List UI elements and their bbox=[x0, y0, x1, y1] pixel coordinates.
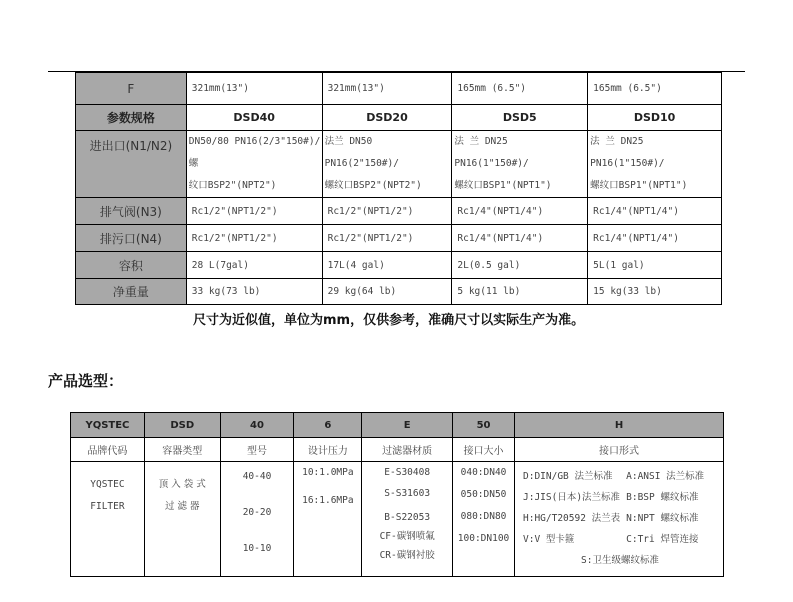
brand-cell bbox=[71, 462, 145, 577]
cell-line: 螺纹口BSP1"(NPT1") bbox=[454, 180, 552, 191]
brand-line: FILTER bbox=[90, 501, 125, 512]
size-option: 080:DN80 bbox=[460, 511, 507, 522]
material-option: S-S31603 bbox=[384, 488, 431, 499]
options-row bbox=[71, 462, 724, 577]
code-cell: H bbox=[515, 413, 724, 438]
header-cell: 接口形式 bbox=[515, 438, 724, 462]
row-label: 容积 bbox=[76, 252, 187, 279]
interface-option: B:BSP 螺纹标准 bbox=[626, 492, 699, 503]
material-option: CR-碳钢衬胶 bbox=[379, 550, 435, 561]
cell bbox=[588, 131, 722, 198]
cell: 29 kg(64 lb) bbox=[322, 279, 452, 305]
cell: 2L(0.5 gal) bbox=[452, 252, 588, 279]
cell-line: 纹口BSP2"(NPT2") bbox=[188, 180, 277, 191]
interface-option: S:卫生级螺纹标准 bbox=[581, 555, 659, 566]
cell: 5L(1 gal) bbox=[588, 252, 722, 279]
model-header: DSD10 bbox=[588, 105, 722, 131]
model-option: 40-40 bbox=[242, 471, 272, 482]
model-option: 10-10 bbox=[242, 543, 272, 554]
header-cell: 过滤器材质 bbox=[362, 438, 453, 462]
cell: 17L(4 gal) bbox=[322, 252, 452, 279]
table-row-drain bbox=[76, 225, 722, 252]
table-row-f bbox=[76, 73, 722, 105]
code-cell: 50 bbox=[453, 413, 515, 438]
interface-option: C:Tri 焊管连接 bbox=[626, 534, 699, 545]
model-option: 20-20 bbox=[242, 507, 272, 518]
header-cell: 接口大小 bbox=[453, 438, 515, 462]
material-option: CF-碳钢喷氟 bbox=[379, 531, 435, 542]
material-option: E-S30408 bbox=[384, 467, 431, 478]
code-cell: 6 bbox=[294, 413, 362, 438]
pressure-option: 10:1.0MPa bbox=[302, 467, 354, 478]
cell: Rc1/4"(NPT1/4") bbox=[452, 198, 588, 225]
cell: Rc1/4"(NPT1/4") bbox=[588, 225, 722, 252]
section-title: 产品选型： bbox=[48, 372, 124, 390]
size-cell bbox=[453, 462, 515, 577]
size-option: 100:DN100 bbox=[457, 533, 510, 544]
cell-line: DN50/80 PN16(2/3"150#)/螺 bbox=[188, 136, 321, 169]
code-cell: DSD bbox=[144, 413, 220, 438]
cell: Rc1/4"(NPT1/4") bbox=[588, 198, 722, 225]
model-header: DSD40 bbox=[186, 105, 322, 131]
cell-line: 螺纹口BSP2"(NPT2") bbox=[324, 180, 422, 191]
cell-line: 螺纹口BSP1"(NPT1") bbox=[590, 180, 688, 191]
model-cell bbox=[220, 462, 294, 577]
pressure-option: 16:1.6MPa bbox=[302, 495, 354, 506]
dimension-note: 尺寸为近似值，单位为mm，仅供参考，准确尺寸以实际生产为准。 bbox=[193, 313, 585, 328]
row-label: 排污口(N4) bbox=[76, 225, 187, 252]
vessel-line: 顶 入 袋 式 bbox=[158, 479, 206, 490]
code-row bbox=[71, 413, 724, 438]
interface-option: N:NPT 螺纹标准 bbox=[626, 513, 699, 524]
interface-option: A:ANSI 法兰标准 bbox=[626, 471, 705, 482]
cell: Rc1/2"(NPT1/2") bbox=[186, 225, 322, 252]
size-option: 050:DN50 bbox=[460, 489, 507, 500]
cell: 15 kg(33 lb) bbox=[588, 279, 722, 305]
cell: 321mm(13") bbox=[322, 73, 452, 105]
code-cell: E bbox=[362, 413, 453, 438]
material-option: B-S22053 bbox=[384, 512, 431, 523]
code-cell: 40 bbox=[220, 413, 294, 438]
row-label: 净重量 bbox=[76, 279, 187, 305]
header-cell: 设计压力 bbox=[294, 438, 362, 462]
table-row-weight bbox=[76, 279, 722, 305]
cell-line: 法兰 DN50 PN16(2"150#)/ bbox=[324, 136, 399, 169]
interface-cell bbox=[515, 462, 724, 577]
row-label: 参数规格 bbox=[76, 105, 187, 131]
interface-option: V:V 型卡箍 bbox=[523, 534, 575, 545]
cell: 5 kg(11 lb) bbox=[452, 279, 588, 305]
interface-option: J:JIS(日本)法兰标准 bbox=[523, 492, 621, 503]
row-label: 排气阀(N3) bbox=[76, 198, 187, 225]
cell: 28 L(7gal) bbox=[186, 252, 322, 279]
material-cell bbox=[362, 462, 453, 577]
size-option: 040:DN40 bbox=[460, 467, 507, 478]
table-row-vent bbox=[76, 198, 722, 225]
vessel-type-cell bbox=[144, 462, 220, 577]
cell: 165mm (6.5") bbox=[588, 73, 722, 105]
model-header: DSD20 bbox=[322, 105, 452, 131]
spec-table bbox=[75, 72, 722, 305]
cell: 33 kg(73 lb) bbox=[186, 279, 322, 305]
header-cell: 品牌代码 bbox=[71, 438, 145, 462]
table-row-volume bbox=[76, 252, 722, 279]
code-cell: YQSTEC bbox=[71, 413, 145, 438]
model-header: DSD5 bbox=[452, 105, 588, 131]
cell: Rc1/2"(NPT1/2") bbox=[186, 198, 322, 225]
cell-line: 法 兰 DN25 PN16(1"150#)/ bbox=[454, 136, 529, 169]
selection-table bbox=[70, 412, 724, 577]
cell: 321mm(13") bbox=[186, 73, 322, 105]
cell-line: 法 兰 DN25 PN16(1"150#)/ bbox=[590, 136, 665, 169]
row-label: F bbox=[76, 73, 187, 105]
header-cell: 容器类型 bbox=[144, 438, 220, 462]
cell bbox=[452, 131, 588, 198]
vessel-line: 过 滤 器 bbox=[164, 501, 200, 512]
cell: Rc1/2"(NPT1/2") bbox=[322, 198, 452, 225]
brand-line: YQSTEC bbox=[90, 479, 125, 490]
cell: Rc1/4"(NPT1/4") bbox=[452, 225, 588, 252]
header-row bbox=[71, 438, 724, 462]
table-row-inlet-outlet bbox=[76, 131, 722, 198]
interface-option: H:HG/T20592 法兰表 bbox=[523, 513, 621, 524]
cell: 165mm (6.5") bbox=[452, 73, 588, 105]
interface-option: D:DIN/GB 法兰标准 bbox=[523, 471, 613, 482]
cell bbox=[186, 131, 322, 198]
row-label: 进出口(N1/N2) bbox=[76, 131, 187, 198]
pressure-cell bbox=[294, 462, 362, 577]
table-header-row bbox=[76, 105, 722, 131]
cell: Rc1/2"(NPT1/2") bbox=[322, 225, 452, 252]
header-cell: 型号 bbox=[220, 438, 294, 462]
cell bbox=[322, 131, 452, 198]
